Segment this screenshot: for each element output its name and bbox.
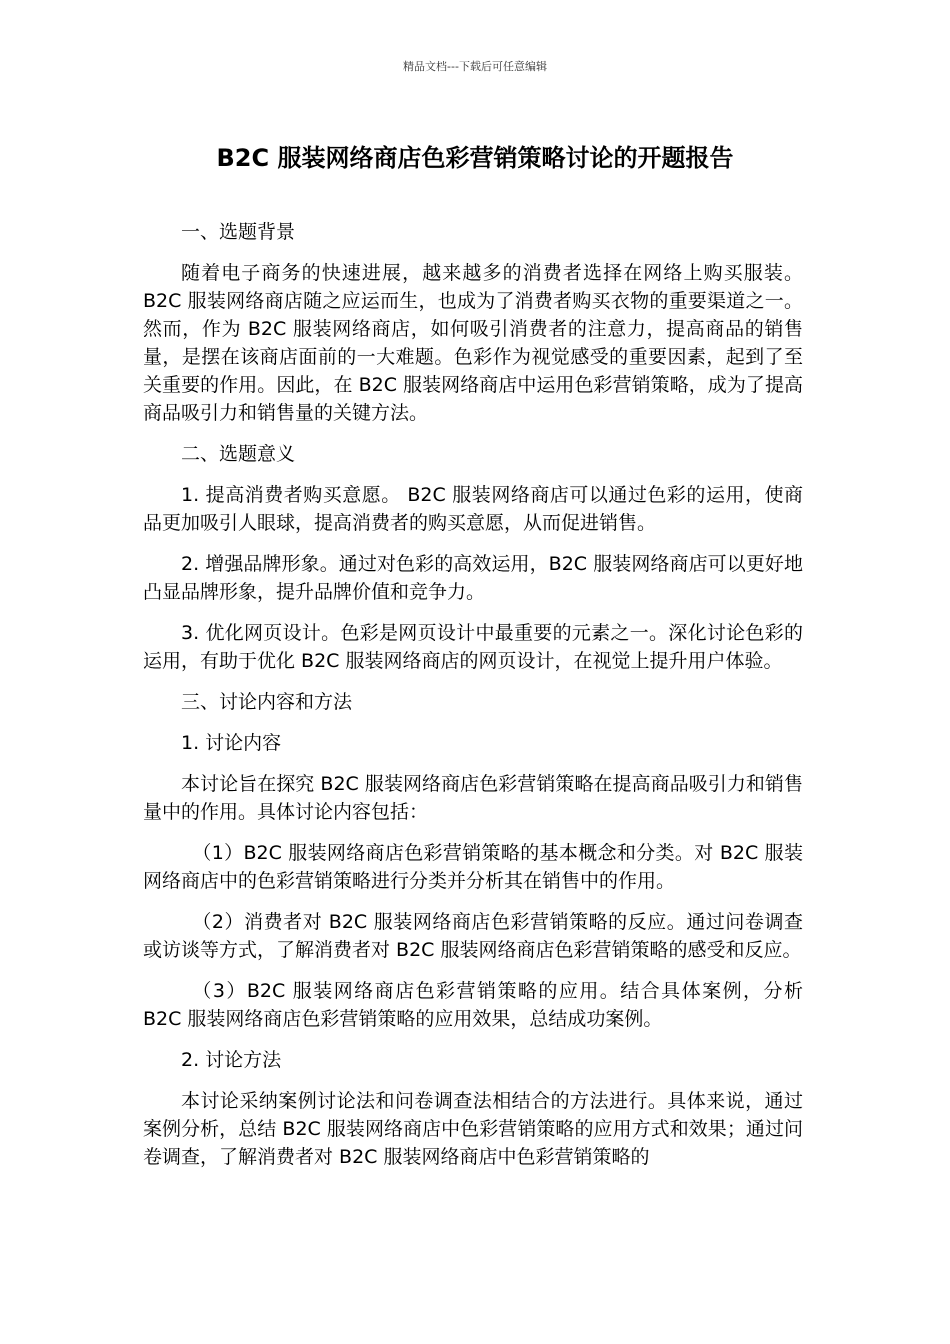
paragraph-content-item-1: （1）B2C 服装网络商店色彩营销策略的基本概念和分类。对 B2C 服装网络商店中的色彩营销策略进行分类并分析其在销售中的作用。 [143, 842, 803, 892]
paragraph-methods: 本讨论采纳案例讨论法和问卷调查法相结合的方法进行。具体来说，通过案例分析，总结 B2C 服装网络商店中色彩营销策略的应用方式和效果；通过问卷调查，了解消费者对 B2C 服装网络商店中色彩营销策略的 [143, 1090, 803, 1168]
document-title: B2C 服装网络商店色彩营销策略讨论的开题报告 [216, 144, 734, 172]
section-heading-significance: 二、选题意义 [181, 443, 296, 465]
paragraph-content-item-3: （3）B2C 服装网络商店色彩营销策略的应用。结合具体案例，分析 B2C 服装网络商店色彩营销策略的应用效果，总结成功案例。 [143, 980, 803, 1030]
paragraph-content-item-2: （2）消费者对 B2C 服装网络商店色彩营销策略的反应。通过问卷调查或访谈等方式，了解消费者对 B2C 服装网络商店色彩营销策略的感受和反应。 [143, 911, 803, 961]
subheading-methods: 2. 讨论方法 [181, 1049, 282, 1071]
document-body [143, 218, 803, 1184]
paragraph-background: 随着电子商务的快速进展，越来越多的消费者选择在网络上购买服装。B2C 服装网络商店随之应运而生，也成为了消费者购买衣物的重要渠道之一。然而，作为 B2C 服装网络商店，如何吸引消费者的注意力，提高商品的销售量，是摆在该商店面前的一大难题。色彩作为视觉感受的重要因素，起到了至关重要的作用。因此，在 B2C 服装网络商店中运用色彩营销策略，成为了提高商品吸引力和销售量的关键方法。 [143, 262, 803, 424]
page-header-note: 精品文档---下载后可任意编辑 [403, 60, 547, 73]
paragraph-significance-2: 2. 增强品牌形象。通过对色彩的高效运用，B2C 服装网络商店可以更好地凸显品牌形象，提升品牌价值和竞争力。 [143, 553, 803, 603]
subheading-content: 1. 讨论内容 [181, 732, 282, 754]
paragraph-significance-1: 1. 提高消费者购买意愿。 B2C 服装网络商店可以通过色彩的运用，使商品更加吸引人眼球，提高消费者的购买意愿，从而促进销售。 [143, 484, 803, 534]
section-heading-content-methods: 三、讨论内容和方法 [181, 691, 353, 713]
paragraph-significance-3: 3. 优化网页设计。色彩是网页设计中最重要的元素之一。深化讨论色彩的运用，有助于优化 B2C 服装网络商店的网页设计，在视觉上提升用户体验。 [143, 622, 803, 672]
section-heading-background: 一、选题背景 [181, 221, 296, 243]
paragraph-content-intro: 本讨论旨在探究 B2C 服装网络商店色彩营销策略在提高商品吸引力和销售量中的作用。具体讨论内容包括： [143, 773, 803, 823]
